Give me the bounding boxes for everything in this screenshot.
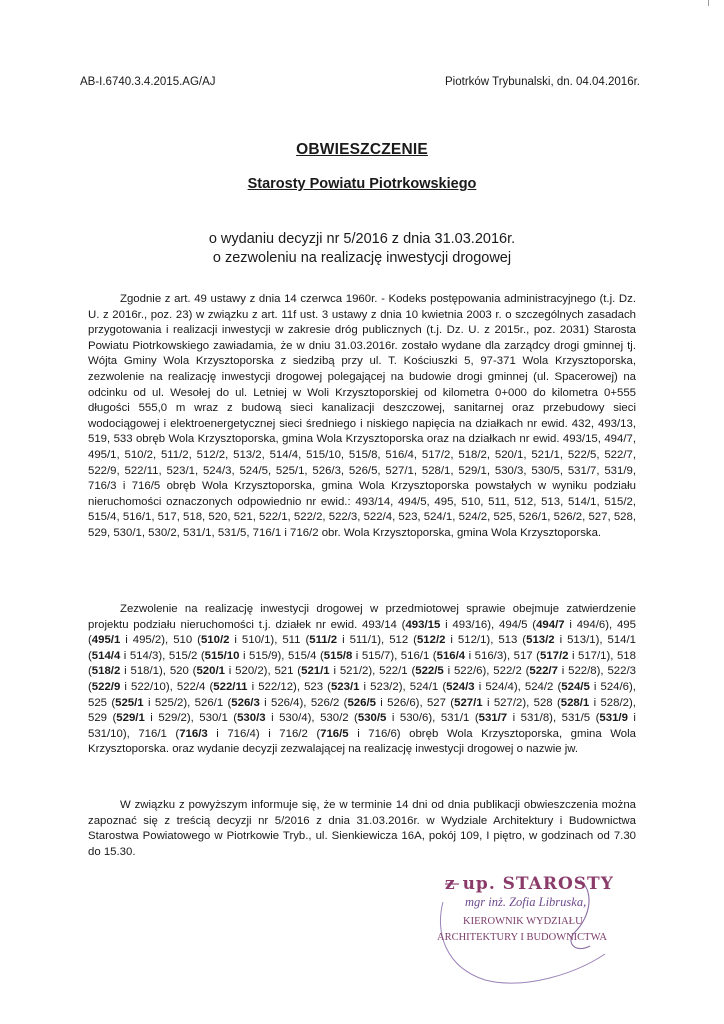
parcel-item: 518 (518/2 i 518/1), — [88, 649, 636, 678]
parcel-road-part: 528/1 — [560, 696, 590, 709]
parcel-item: 514/1 (514/4 i 514/3), — [88, 634, 637, 662]
parcel-item: 524/1 (524/3 i 524/4), — [409, 680, 525, 693]
parcel-original: 515/2 — [168, 649, 198, 662]
parcel-original: 520 — [169, 665, 189, 678]
parcel-original: 527 — [426, 696, 446, 709]
parcel-road-part: 518/2 — [91, 665, 121, 678]
parcel-remaining-part: 494/6 — [576, 618, 606, 631]
parcel-road-part: 516/4 — [436, 649, 466, 662]
parcel-road-part: 523/1 — [330, 680, 360, 693]
parcel-original: 531/1 — [440, 712, 470, 725]
parcel-original: 523 — [304, 680, 324, 693]
parcel-road-part: 527/1 — [454, 696, 483, 709]
parcel-item: 531/1 (531/7 i 531/8), — [440, 712, 562, 725]
parcel-remaining-part: 522/12 — [258, 680, 294, 693]
parcel-item: 524/2 (524/5 i 524/6), — [524, 680, 636, 693]
parcel-item: 520 (520/1 i 520/2), — [169, 665, 275, 678]
parcel-item: 494/5 (494/7 i 494/6), — [499, 618, 617, 631]
parcel-division-list — [88, 619, 636, 740]
parcel-original: 510 — [173, 634, 193, 647]
parcel-original: 529 — [88, 712, 108, 725]
parcel-remaining-part: 512/1 — [457, 634, 487, 647]
parcel-item: 512 (512/2 i 512/1), — [389, 634, 499, 647]
parcel-item: 716/1 (716/3 i 716/4) i — [138, 727, 280, 740]
parcel-remaining-part: 531/8 — [520, 712, 550, 725]
parcel-road-part: 493/15 — [405, 618, 441, 631]
stamp-official-name: mgr inż. Zofia Libruska, — [465, 895, 587, 909]
decision-subject — [0, 230, 724, 268]
parcel-original: 528 — [533, 696, 553, 709]
parcel-remaining-part: 515/7 — [361, 649, 391, 662]
paragraph-2-intro: Zezwolenie na realizację inwestycji drogowej w przedmiotowej sprawie obejmuje zatwierdzenie projektu podziału nieruchomości t.j. działek nr ewid. — [88, 603, 636, 631]
parcel-original: 530/1 — [199, 712, 228, 725]
body-paragraph-3: W związku z powyższym informuje się, że w terminie 14 dni od dnia publikacji obwieszczenia można zapoznać się z treścią decyzji nr 5/2016 z dnia 31.03.2016r. w Wydziale Architektury i Budownictwa Starostwa Powiatowego w Piotrkowie Tryb., ul. Sienkiewicza 16A, pokój 109, I piętro, w godzinach od 7.30 do 15.30. — [88, 799, 636, 858]
parcel-remaining-part: 510/1 — [241, 634, 271, 647]
parcel-item: 529 (529/1 i 529/2), — [88, 712, 200, 725]
parcel-road-part: 522/11 — [213, 680, 248, 693]
parcel-original: 494/5 — [499, 618, 528, 631]
reference-number: AB-I.6740.3.4.2015.AG/AJ — [80, 76, 216, 88]
parcel-road-part: 514/4 — [91, 649, 121, 662]
parcel-remaining-part: 517/1 — [577, 649, 607, 662]
stamp-position-line1: KIEROWNIK WYDZIAŁU — [463, 916, 583, 927]
parcel-original: 513 — [498, 634, 518, 647]
parcel-item: 522/1 (522/5 i 522/6), — [379, 665, 494, 678]
parcel-item: 716/2 (716/5 i 716/6) — [279, 727, 401, 740]
parcel-remaining-part: 525/2 — [154, 696, 184, 709]
parcel-remaining-part: 716/6 — [368, 727, 397, 740]
parcel-remaining-part: 516/3 — [474, 649, 504, 662]
parcel-road-part: 530/3 — [237, 712, 266, 725]
parcel-original: 524/2 — [524, 680, 554, 693]
parcel-item: 526/2 (526/5 i 526/6), — [310, 696, 427, 709]
parcel-original: 512 — [389, 634, 409, 647]
parcel-remaining-part: 530/4 — [279, 712, 308, 725]
parcel-item: 526/1 (526/3 i 526/4), — [194, 696, 311, 709]
parcel-item: 528 (528/1 i 528/2), — [533, 696, 636, 709]
parcel-original: 511 — [282, 634, 301, 647]
parcel-original: 716/2 — [279, 727, 308, 740]
parcel-remaining-part: 521/2 — [339, 665, 369, 678]
parcel-original: 522/1 — [379, 665, 408, 678]
parcel-item: 511 (511/2 i 511/1), — [282, 634, 390, 647]
parcel-remaining-part: 493/16 — [452, 618, 488, 631]
parcel-item: 523 (523/1 i 523/2), — [304, 680, 410, 693]
parcel-remaining-part: 511/1 — [349, 634, 378, 647]
parcel-road-part: 494/7 — [536, 618, 565, 631]
parcel-remaining-part: 529/2 — [158, 712, 187, 725]
parcel-original: 526/2 — [310, 696, 340, 709]
parcel-road-part: 521/1 — [301, 665, 330, 678]
parcel-remaining-part: 526/6 — [387, 696, 416, 709]
body-paragraph-1: Zgodnie z art. 49 ustawy z dnia 14 czerwca 1960r. - Kodeks postępowania administracyjnego (t.j. Dz. U. z 2016r., poz. 23) w związku z art. 11f ust. 3 ustawy z dnia 10 kwietnia 2003 r. o szczególnych zasadach przygotowania i realizacji inwestycji w zakresie dróg publicznych (t.j. Dz. U. z 2015r., poz. 2031) Starosta Powiatu Piotrkowskiego zawiadamia, że w dniu 31.03.2016r. zostało wydane dla zarządcy drogi gminnej tj. Wójta Gminy Wola Krzysztoporska z siedzibą przy ul. T. Kościuszki 5, 97-371 Wola Krzysztoporska, zezwolenie na realizację inwestycji drogowej polegającej na budowie drogi gminnej (ul. Spacerowej) na odcinku od ul. Wesołej do ul. Letniej w Woli Krzysztoporskiej od kilometra 0+000 do kilometra 0+555 długości 555,0 m wraz z budową sieci kanalizacji deszczowej, sanitarnej oraz przebudowy sieci wodociągowej i elektroenergetycznej sieci średniego i niskiego napięcia na działkach nr ewid. 432, 493/13, 519, 533 obręb Wola Krzysztoporska, gmina Wola Krzysztoporska oraz na działkach nr ewid. 493/15, 494/7, 495/1, 510/2, 511/2, 512/2, 513/2, 514/4, 515/10, 515/8, 516/4, 517/2, 518/2, 520/1, 521/1, 522/5, 522/7, 522/9, 522/11, 523/1, 524/3, 524/5, 525/1, 526/3, 526/5, 527/1, 528/1, 529/1, 530/3, 530/5, 531/7, 531/9, 716/3 i 716/5 obręb Wola Krzysztoporska, gmina Wola Krzysztoporska powstałych w wyniku podziału nieruchomości oznaczonych odpowiednio nr ewid.: 493/14, 494/5, 495, 510, 511, 512, 513, 514/1, 515/2, 515/4, 516/1, 517, 518, 520, 521, 522/1, 522/2, 522/3, 522/4, 523, 524/1, 524/2, 525, 526/1, 526/2, 527, 528, 529, 530/1, 530/2, 531/1, 531/5, 716/1 i 716/2 obr. Wola Krzysztoporska, gmina Wola Krzysztoporska. — [88, 293, 636, 539]
parcel-remaining-part: 530/6 — [399, 712, 429, 725]
parcel-road-part: 510/2 — [200, 634, 230, 647]
parcel-remaining-part: 528/2 — [600, 696, 629, 709]
parcel-item: 522/4 (522/11 i 522/12), — [176, 680, 305, 693]
parcel-original: 521 — [274, 665, 294, 678]
parcel-road-part: 495/1 — [91, 634, 121, 647]
parcel-original: 518 — [616, 649, 636, 662]
parcel-original: 522/3 — [607, 665, 636, 678]
parcel-original: 522/4 — [176, 680, 206, 693]
official-stamp — [425, 862, 640, 992]
parcel-road-part: 520/1 — [196, 665, 225, 678]
parcel-original: 495 — [616, 618, 636, 631]
parcel-item: 493/14 (493/15 i 493/16), — [362, 618, 499, 631]
parcel-original: 530/2 — [320, 712, 349, 725]
parcel-remaining-part: 522/10 — [131, 680, 166, 693]
parcel-road-part: 524/3 — [446, 680, 475, 693]
parcel-remaining-part: 522/8 — [568, 665, 597, 678]
parcel-road-part: 526/5 — [347, 696, 376, 709]
parcel-road-part: 512/2 — [416, 634, 446, 647]
parcel-remaining-part: 524/6 — [600, 680, 629, 693]
parcel-road-part: 526/3 — [231, 696, 260, 709]
parcel-item: 522/2 (522/7 i 522/8), — [493, 665, 608, 678]
parcel-original: 515/4 — [287, 649, 317, 662]
parcel-road-part: 522/5 — [415, 665, 444, 678]
parcel-remaining-part: 716/4 — [227, 727, 256, 740]
parcel-road-part: 515/8 — [323, 649, 353, 662]
parcel-road-part: 524/5 — [561, 680, 590, 693]
parcel-item: 515/2 (515/10 i 515/9), — [168, 649, 288, 662]
parcel-remaining-part: 520/2 — [235, 665, 264, 678]
parcel-item: 527 (527/1 i 527/2), — [426, 696, 534, 709]
parcel-remaining-part: 495/2 — [132, 634, 162, 647]
parcel-original: 716/1 — [138, 727, 167, 740]
parcel-item: 530/2 (530/5 i 530/6), — [320, 712, 441, 725]
parcel-road-part: 716/3 — [179, 727, 208, 740]
parcel-item: 516/1 (516/4 i 516/3), — [400, 649, 514, 662]
parcel-road-part: 716/5 — [320, 727, 349, 740]
parcel-original: 516/1 — [400, 649, 430, 662]
document-title: OBWIESZCZENIE — [296, 141, 428, 158]
parcel-remaining-part: 515/9 — [249, 649, 278, 662]
parcel-original: 517 — [513, 649, 533, 662]
parcel-original: 526/1 — [194, 696, 224, 709]
parcel-road-part: 522/7 — [529, 665, 558, 678]
stamp-authority-line: z up. STAROSTY — [445, 874, 614, 894]
parcel-remaining-part: 531/10 — [88, 727, 123, 740]
parcel-road-part: 513/2 — [526, 634, 555, 647]
stamp-position-line2: ARCHITEKTURY I BUDOWNICTWA — [437, 932, 607, 943]
parcel-item: 531/5 (531/9 i 531/10), — [88, 712, 636, 740]
parcel-item: 513 (513/2 i 513/1), — [498, 634, 608, 647]
document-subtitle: Starosty Powiatu Piotrkowskiego — [247, 176, 477, 192]
place-and-date: Piotrków Trybunalski, dn. 04.04.2016r. — [445, 76, 640, 88]
parcel-remaining-part: 522/6 — [453, 665, 483, 678]
parcel-original: 524/1 — [409, 680, 439, 693]
parcel-road-part: 515/10 — [204, 649, 240, 662]
parcel-road-part: 511/2 — [309, 634, 338, 647]
parcel-item: 530/1 (530/3 i 530/4), — [199, 712, 321, 725]
parcel-item: 522/3 (522/9 i 522/10), — [88, 665, 636, 693]
paragraph-2-outro: obręb Wola Krzysztoporska, gmina Wola Krzysztoporska. oraz wydanie decyzji zezwalającej na realizację inwestycji drogowej o nazwie jw. — [88, 727, 636, 756]
parcel-remaining-part: 523/2 — [370, 680, 399, 693]
parcel-road-part: 531/9 — [599, 712, 628, 725]
parcel-item: 510 (510/2 i 510/1), — [173, 634, 283, 647]
parcel-remaining-part: 514/3 — [129, 649, 159, 662]
parcel-remaining-part: 524/4 — [485, 680, 514, 693]
parcel-item: 517 (517/2 i 517/1), — [513, 649, 617, 662]
decision-subject-line1: o wydaniu decyzji nr 5/2016 z dnia 31.03.2016r. — [208, 231, 516, 247]
parcel-road-part: 522/9 — [91, 680, 121, 693]
parcel-original: 525 — [88, 696, 108, 709]
parcel-road-part: 525/1 — [115, 696, 144, 709]
decision-subject-line2: o zezwoleniu na realizację inwestycji drogowej — [212, 250, 512, 266]
parcel-item: 525 (525/1 i 525/2), — [88, 696, 195, 709]
parcel-remaining-part: 518/1 — [130, 665, 160, 678]
parcel-remaining-part: 526/4 — [271, 696, 300, 709]
parcel-item: 515/4 (515/8 i 515/7), — [287, 649, 401, 662]
parcel-road-part: 529/1 — [116, 712, 145, 725]
parcel-road-part: 530/5 — [357, 712, 387, 725]
parcel-original: 514/1 — [607, 634, 637, 647]
parcel-remaining-part: 527/2 — [493, 696, 523, 709]
parcel-original: 522/2 — [493, 665, 522, 678]
parcel-item: 495 (495/1 i 495/2), — [88, 618, 636, 647]
parcel-original: 531/5 — [561, 712, 591, 725]
parcel-remaining-part: 513/1 — [567, 634, 596, 647]
parcel-original: 493/14 — [362, 618, 397, 631]
scan-edge-mark — [708, 0, 709, 6]
parcel-road-part: 531/7 — [478, 712, 508, 725]
parcel-road-part: 517/2 — [539, 649, 569, 662]
parcel-item: 521 (521/1 i 521/2), — [274, 665, 380, 678]
body-paragraph-2 — [88, 602, 636, 758]
